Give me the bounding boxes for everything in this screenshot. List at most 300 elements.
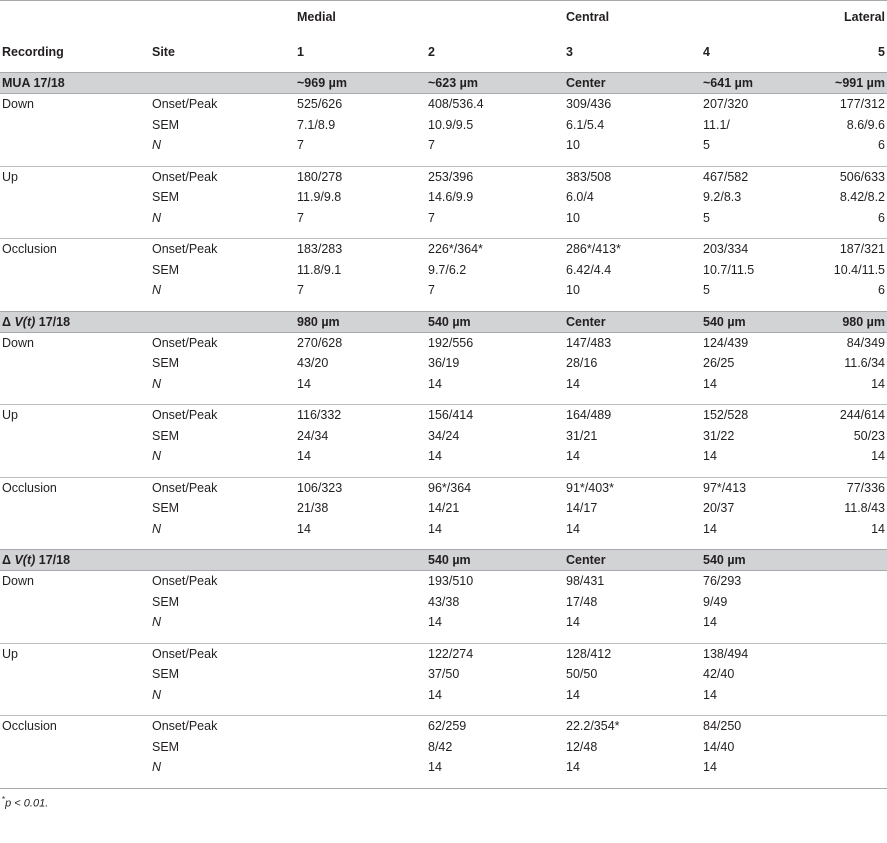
- spacer-cell: [817, 228, 887, 239]
- measure-label: Onset/Peak: [152, 169, 218, 184]
- value-cell: 14: [428, 760, 442, 775]
- value-cell: 97*/413: [703, 480, 747, 495]
- spacer-cell: [701, 633, 817, 644]
- value-cell: 7: [297, 210, 304, 225]
- section-site-distance: 980 µm: [817, 311, 887, 332]
- measure-label: N: [152, 283, 162, 298]
- table-row: [0, 477, 887, 498]
- value-cell: 7: [297, 138, 304, 153]
- value-cell: 14: [566, 449, 580, 464]
- value-cell: 106/323: [297, 480, 343, 495]
- value-cell: 14: [703, 615, 717, 630]
- table-row: [0, 664, 887, 685]
- measure-label: Onset/Peak: [152, 480, 218, 495]
- value-cell: [295, 664, 426, 685]
- spacer-cell: [0, 156, 150, 167]
- table-row: [0, 187, 887, 208]
- table-row: [0, 353, 887, 374]
- value-cell: 14: [428, 687, 442, 702]
- spacer-cell: [150, 228, 295, 239]
- spacer-cell: [295, 633, 426, 644]
- section-site-distance: ~969 µm: [295, 73, 426, 94]
- value-cell: 26/25: [703, 356, 735, 371]
- table-body: [0, 1, 887, 788]
- section-spacer: [150, 73, 295, 94]
- value-cell: 7: [428, 138, 435, 153]
- value-cell: 14: [297, 376, 311, 391]
- value-cell: 11.8/9.1: [297, 262, 342, 277]
- value-cell: 14/17: [566, 501, 598, 516]
- spacer-cell: [150, 705, 295, 716]
- value-cell: 6: [878, 283, 885, 298]
- value-cell: 9.2/8.3: [703, 190, 742, 205]
- value-cell: [295, 643, 426, 664]
- value-cell: 36/19: [428, 356, 460, 371]
- spacer-cell: [564, 778, 701, 788]
- spacer-cell: [564, 156, 701, 167]
- value-cell: 183/283: [297, 242, 343, 257]
- value-cell: 192/556: [428, 335, 474, 350]
- value-cell: 14: [566, 760, 580, 775]
- spacer-cell: [701, 156, 817, 167]
- spacer-cell: [564, 539, 701, 550]
- spacer-cell: [150, 394, 295, 405]
- spacer-cell: [0, 633, 150, 644]
- value-cell: 76/293: [703, 574, 742, 589]
- spacer-cell: [817, 778, 887, 788]
- table-row: [0, 519, 887, 540]
- value-cell: [817, 643, 887, 664]
- group-spacer-row: [0, 156, 887, 167]
- value-cell: 62/259: [428, 719, 467, 734]
- measure-label: Onset/Peak: [152, 408, 218, 423]
- value-cell: 98/431: [566, 574, 605, 589]
- value-cell: 14: [703, 687, 717, 702]
- table-row: [0, 498, 887, 519]
- value-cell: 21/38: [297, 501, 329, 516]
- section-site-distance: 980 µm: [295, 311, 426, 332]
- spacer-cell: [701, 705, 817, 716]
- footnote: [0, 795, 887, 810]
- value-cell: [817, 612, 887, 633]
- value-cell: 164/489: [566, 408, 612, 423]
- spacer-cell: [817, 467, 887, 478]
- value-cell: 5: [703, 138, 710, 153]
- value-cell: 226*/364*: [428, 242, 483, 257]
- spacer-cell: [426, 467, 564, 478]
- table-row: [0, 166, 887, 187]
- value-cell: 193/510: [428, 574, 474, 589]
- table-row: [0, 94, 887, 115]
- value-cell: 31/22: [703, 428, 735, 443]
- section-site-distance: 540 µm: [701, 550, 817, 571]
- spacer-cell: [817, 633, 887, 644]
- section-site-distance: ~641 µm: [701, 73, 817, 94]
- group-spacer-row: [0, 467, 887, 478]
- value-cell: 5: [703, 210, 710, 225]
- value-cell: 84/349: [846, 335, 885, 350]
- footnote-text: p < 0.01.: [5, 797, 49, 810]
- condition-spacer: [0, 737, 150, 758]
- spacer-cell: [564, 633, 701, 644]
- spacer-cell: [295, 467, 426, 478]
- section-site-distance: [295, 550, 426, 571]
- header-cell-site: Site: [152, 45, 175, 60]
- value-cell: 8/42: [428, 739, 453, 754]
- spacer-cell: [426, 539, 564, 550]
- value-cell: 14: [703, 760, 717, 775]
- value-cell: 14: [566, 687, 580, 702]
- spacer-cell: [295, 301, 426, 312]
- value-cell: 7: [297, 283, 304, 298]
- value-cell: 14: [871, 449, 885, 464]
- spacer-cell: [701, 467, 817, 478]
- spacer-cell: [701, 394, 817, 405]
- section-header-row: [0, 311, 887, 332]
- measure-label: SEM: [152, 117, 180, 132]
- value-cell: 9.7/6.2: [428, 262, 467, 277]
- value-cell: 31/21: [566, 428, 598, 443]
- section-spacer-row: [0, 539, 887, 550]
- spacer-cell: [701, 301, 817, 312]
- condition-label: Occlusion: [2, 480, 57, 495]
- spacer-cell: [701, 539, 817, 550]
- value-cell: 122/274: [428, 646, 474, 661]
- value-cell: [295, 716, 426, 737]
- spacer-cell: [426, 394, 564, 405]
- value-cell: 11.6/34: [844, 356, 885, 371]
- value-cell: [817, 685, 887, 706]
- value-cell: 12/48: [566, 739, 598, 754]
- section-site-distance: 540 µm: [701, 311, 817, 332]
- header-cell: [150, 1, 295, 33]
- spacer-cell: [150, 633, 295, 644]
- spacer-cell: [564, 705, 701, 716]
- spacer-cell: [564, 467, 701, 478]
- value-cell: [817, 716, 887, 737]
- value-cell: 152/528: [703, 408, 749, 423]
- header-row-sites: [0, 33, 887, 73]
- value-cell: 6: [878, 210, 885, 225]
- table-row: [0, 426, 887, 447]
- condition-spacer: [0, 426, 150, 447]
- condition-label: Up: [2, 169, 18, 184]
- value-cell: 5: [703, 283, 710, 298]
- spacer-cell: [0, 394, 150, 405]
- value-cell: 14: [703, 376, 717, 391]
- measure-label: SEM: [152, 594, 180, 609]
- value-cell: 11.8/43: [844, 501, 885, 516]
- value-cell: 28/16: [566, 356, 598, 371]
- spacer-cell: [295, 539, 426, 550]
- measure-label: SEM: [152, 667, 180, 682]
- condition-spacer: [0, 685, 150, 706]
- value-cell: 6.0/4: [566, 190, 594, 205]
- value-cell: 14/40: [703, 739, 735, 754]
- condition-spacer: [0, 498, 150, 519]
- value-cell: [295, 757, 426, 778]
- table-row: [0, 115, 887, 136]
- value-cell: 6.1/5.4: [566, 117, 605, 132]
- value-cell: 14.6/9.9: [428, 190, 474, 205]
- condition-spacer: [0, 519, 150, 540]
- value-cell: 10.7/11.5: [703, 262, 755, 277]
- section-site-distance: [817, 550, 887, 571]
- measure-label: SEM: [152, 739, 180, 754]
- value-cell: 7.1/8.9: [297, 117, 336, 132]
- group-spacer-row: [0, 228, 887, 239]
- spacer-cell: [0, 228, 150, 239]
- spacer-cell: [426, 778, 564, 788]
- condition-label: Occlusion: [2, 242, 57, 257]
- condition-spacer: [0, 187, 150, 208]
- measure-label: SEM: [152, 356, 180, 371]
- spacer-cell: [817, 156, 887, 167]
- header-cell-lateral: Lateral: [817, 1, 887, 33]
- spacer-cell: [701, 778, 817, 788]
- table-row: [0, 643, 887, 664]
- header-cell-site-1: 1: [297, 45, 304, 60]
- measure-label: N: [152, 521, 162, 536]
- spacer-cell: [295, 228, 426, 239]
- value-cell: 244/614: [839, 408, 885, 423]
- value-cell: 10.4/11.5: [833, 262, 885, 277]
- spacer-cell: [564, 301, 701, 312]
- spacer-cell: [564, 394, 701, 405]
- value-cell: 180/278: [297, 169, 343, 184]
- header-cell-site-2: 2: [428, 45, 435, 60]
- condition-spacer: [0, 135, 150, 156]
- value-cell: 156/414: [428, 408, 474, 423]
- value-cell: 14: [566, 615, 580, 630]
- value-cell: 138/494: [703, 646, 749, 661]
- value-cell: [817, 592, 887, 613]
- header-cell: [0, 1, 150, 33]
- section-site-distance: 540 µm: [426, 311, 564, 332]
- spacer-cell: [150, 467, 295, 478]
- group-spacer-row: [0, 633, 887, 644]
- value-cell: 10.9/9.5: [428, 117, 474, 132]
- spacer-cell: [0, 705, 150, 716]
- value-cell: 408/536.4: [428, 97, 484, 112]
- value-cell: 10: [566, 210, 580, 225]
- condition-label: Down: [2, 574, 34, 589]
- spacer-cell: [150, 301, 295, 312]
- value-cell: 22.2/354*: [566, 719, 620, 734]
- value-cell: 14: [703, 521, 717, 536]
- spacer-cell: [817, 539, 887, 550]
- measure-label: N: [152, 760, 162, 775]
- measure-label: SEM: [152, 262, 180, 277]
- measure-label: N: [152, 449, 162, 464]
- value-cell: 14: [566, 521, 580, 536]
- spacer-cell: [817, 394, 887, 405]
- value-cell: 77/336: [846, 480, 885, 495]
- section-spacer: [150, 550, 295, 571]
- measure-label: N: [152, 687, 162, 702]
- condition-label: Down: [2, 97, 34, 112]
- condition-spacer: [0, 280, 150, 301]
- group-spacer-row: [0, 705, 887, 716]
- spacer-cell: [0, 778, 150, 788]
- measure-label: SEM: [152, 428, 180, 443]
- spacer-cell: [426, 301, 564, 312]
- condition-spacer: [0, 374, 150, 395]
- section-label: Δ V(t) 17/18: [0, 311, 150, 332]
- condition-spacer: [0, 757, 150, 778]
- value-cell: [817, 571, 887, 592]
- table-row: [0, 135, 887, 156]
- header-cell-central: Central: [564, 1, 701, 33]
- table-row: [0, 446, 887, 467]
- spacer-cell: [0, 539, 150, 550]
- header-cell: [426, 1, 564, 33]
- table-row: [0, 737, 887, 758]
- measure-label: Onset/Peak: [152, 719, 218, 734]
- section-site-distance: ~991 µm: [817, 73, 887, 94]
- value-cell: 8.6/9.6: [846, 117, 885, 132]
- condition-label: Up: [2, 646, 18, 661]
- table-row: [0, 612, 887, 633]
- spacer-cell: [701, 228, 817, 239]
- value-cell: 177/312: [839, 97, 885, 112]
- value-cell: 14: [428, 376, 442, 391]
- value-cell: 7: [428, 210, 435, 225]
- condition-spacer: [0, 260, 150, 281]
- spacer-cell: [817, 301, 887, 312]
- value-cell: 14: [428, 449, 442, 464]
- value-cell: 270/628: [297, 335, 343, 350]
- value-cell: 10: [566, 138, 580, 153]
- section-header-row: [0, 73, 887, 94]
- value-cell: [295, 737, 426, 758]
- section-site-distance: Center: [564, 311, 701, 332]
- value-cell: 17/48: [566, 594, 598, 609]
- value-cell: 6.42/4.4: [566, 262, 612, 277]
- condition-spacer: [0, 612, 150, 633]
- header-cell: [701, 1, 817, 33]
- condition-label: Up: [2, 408, 18, 423]
- footnote-marker: *: [2, 794, 6, 804]
- value-cell: 203/334: [703, 242, 749, 257]
- value-cell: 50/23: [853, 428, 885, 443]
- table-row: [0, 405, 887, 426]
- section-label: Δ V(t) 17/18: [0, 550, 150, 571]
- value-cell: [295, 592, 426, 613]
- value-cell: 14: [297, 449, 311, 464]
- value-cell: 37/50: [428, 667, 460, 682]
- spacer-cell: [150, 156, 295, 167]
- value-cell: [295, 612, 426, 633]
- value-cell: 14: [428, 521, 442, 536]
- value-cell: 14: [871, 376, 885, 391]
- value-cell: 6: [878, 138, 885, 153]
- value-cell: 7: [428, 283, 435, 298]
- value-cell: 91*/403*: [566, 480, 614, 495]
- header-cell-site-4: 4: [703, 45, 710, 60]
- table-bottom-rule: [0, 788, 887, 789]
- spacer-cell: [817, 705, 887, 716]
- value-cell: 20/37: [703, 501, 735, 516]
- table-row: [0, 239, 887, 260]
- value-cell: 43/38: [428, 594, 460, 609]
- table-row: [0, 757, 887, 778]
- value-cell: 187/321: [839, 242, 885, 257]
- value-cell: 525/626: [297, 97, 343, 112]
- value-cell: 383/508: [566, 169, 612, 184]
- table-row: [0, 716, 887, 737]
- table-row: [0, 685, 887, 706]
- condition-spacer: [0, 664, 150, 685]
- value-cell: 84/250: [703, 719, 742, 734]
- spacer-cell: [295, 705, 426, 716]
- table-row: [0, 374, 887, 395]
- table-row: [0, 592, 887, 613]
- value-cell: [817, 757, 887, 778]
- value-cell: 14: [703, 449, 717, 464]
- value-cell: 14: [297, 521, 311, 536]
- table-row: [0, 280, 887, 301]
- spacer-cell: [426, 705, 564, 716]
- condition-spacer: [0, 115, 150, 136]
- section-spacer-row: [0, 778, 887, 788]
- group-spacer-row: [0, 394, 887, 405]
- spacer-cell: [150, 539, 295, 550]
- spacer-cell: [0, 301, 150, 312]
- section-site-distance: Center: [564, 550, 701, 571]
- condition-spacer: [0, 592, 150, 613]
- value-cell: 128/412: [566, 646, 612, 661]
- value-cell: [295, 571, 426, 592]
- value-cell: 10: [566, 283, 580, 298]
- section-site-distance: Center: [564, 73, 701, 94]
- section-spacer: [150, 311, 295, 332]
- section-header-row: [0, 550, 887, 571]
- condition-label: Down: [2, 335, 34, 350]
- spacer-cell: [564, 228, 701, 239]
- spacer-cell: [295, 156, 426, 167]
- measure-label: Onset/Peak: [152, 574, 218, 589]
- value-cell: 14: [428, 615, 442, 630]
- condition-label: Occlusion: [2, 719, 57, 734]
- value-cell: [295, 685, 426, 706]
- value-cell: 96*/364: [428, 480, 472, 495]
- value-cell: 286*/413*: [566, 242, 621, 257]
- value-cell: 124/439: [703, 335, 749, 350]
- section-site-distance: ~623 µm: [426, 73, 564, 94]
- value-cell: 42/40: [703, 667, 735, 682]
- value-cell: 147/483: [566, 335, 612, 350]
- measure-label: N: [152, 376, 162, 391]
- header-row-region: [0, 1, 887, 33]
- value-cell: 506/633: [839, 169, 885, 184]
- section-site-distance: 540 µm: [426, 550, 564, 571]
- value-cell: [817, 664, 887, 685]
- value-cell: 24/34: [297, 428, 329, 443]
- spacer-cell: [295, 778, 426, 788]
- condition-spacer: [0, 208, 150, 229]
- header-cell-recording: Recording: [2, 45, 64, 60]
- value-cell: 34/24: [428, 428, 460, 443]
- value-cell: 14/21: [428, 501, 460, 516]
- value-cell: 11.1/: [703, 117, 730, 132]
- spacer-cell: [426, 156, 564, 167]
- measure-label: Onset/Peak: [152, 335, 218, 350]
- measure-label: N: [152, 615, 162, 630]
- spacer-cell: [426, 633, 564, 644]
- spacer-cell: [150, 778, 295, 788]
- value-cell: 50/50: [566, 667, 598, 682]
